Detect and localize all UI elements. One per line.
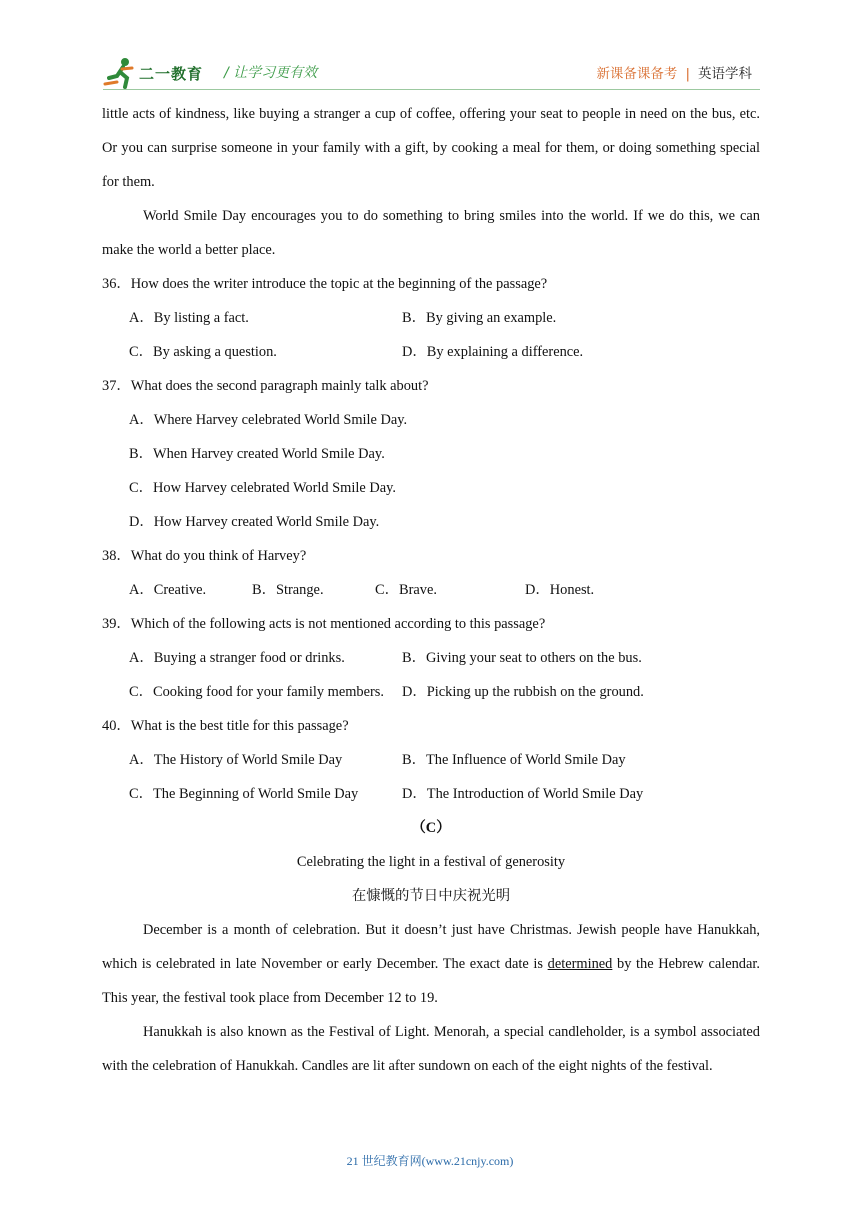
slogan: / 让学习更有效	[224, 65, 318, 81]
option-row	[102, 675, 760, 709]
option-row	[102, 505, 760, 539]
header-divider	[103, 89, 760, 90]
option-row	[102, 777, 760, 811]
question-stem: 40．What is the best title for this passage?	[102, 718, 349, 734]
question-stem: 39．Which of the following acts is not mentioned according to this passage?	[102, 616, 546, 632]
option-row	[102, 403, 760, 437]
option-a: A．Where Harvey celebrated World Smile Day.	[129, 412, 408, 428]
page-footer: 21 世纪教育网(www.21cnjy.com)	[346, 1154, 514, 1168]
question-stem: 36．How does the writer introduce the topic at the beginning of the passage?	[102, 276, 548, 292]
section-label: （C）	[411, 820, 451, 836]
header-tag: 新课备课备考	[596, 66, 678, 82]
option-b: B．Giving your seat to others on the bus.	[402, 650, 642, 666]
passage-c-paragraph-2: Hanukkah is also known as the Festival of Light. Menorah, a special candleholder, is a symbol associated with the celebration of Hanukkah. Candles are lit after sundown on each of the eight nights of the festival.	[102, 1024, 760, 1074]
intro-paragraph: little acts of kindness, like buying a stranger a cup of coffee, offering your seat to people in need on the bus, etc. Or you can surprise someone in your family with a gift, by cooking a meal for them, or doing something special for them.	[102, 106, 760, 190]
option-row	[102, 573, 760, 607]
question-36	[102, 267, 760, 369]
page-header	[0, 0, 860, 95]
underlined-word: determined	[547, 956, 613, 972]
option-row	[102, 471, 760, 505]
option-row	[102, 743, 760, 777]
option-a: A．Buying a stranger food or drinks.	[129, 650, 345, 666]
option-c: C．How Harvey celebrated World Smile Day.	[129, 480, 396, 496]
passage-title-cn: 在慷慨的节日中庆祝光明	[351, 888, 511, 904]
option-d: D．By explaining a difference.	[402, 344, 584, 360]
option-c: C．Brave.	[375, 582, 437, 598]
header-subject: 英语学科	[698, 66, 752, 82]
option-c: C．Cooking food for your family members.	[129, 684, 384, 700]
option-row	[102, 301, 760, 335]
brand-logo	[103, 56, 215, 90]
option-a: A．The History of World Smile Day	[129, 752, 343, 768]
header-right	[596, 62, 752, 82]
passage-c-paragraph-1	[102, 913, 760, 1015]
option-a: A．Creative.	[129, 582, 207, 598]
option-d: D．Honest.	[525, 582, 595, 598]
logo-text: 二一教育	[139, 65, 204, 83]
option-d: D．The Introduction of World Smile Day	[402, 786, 644, 802]
option-row	[102, 437, 760, 471]
option-d: D．Picking up the rubbish on the ground.	[402, 684, 644, 700]
question-37	[102, 369, 760, 539]
paragraph-text: by the Hebrew calendar. This year, the festival took place from December 12 to 19.	[102, 956, 760, 1006]
option-c: C．The Beginning of World Smile Day	[129, 786, 359, 802]
closing-paragraph: World Smile Day encourages you to do something to bring smiles into the world. If we do this, we can make the world a better place.	[102, 208, 760, 258]
option-a: A．By listing a fact.	[129, 310, 249, 326]
question-39	[102, 607, 760, 709]
question-stem: 38．What do you think of Harvey?	[102, 548, 307, 564]
document-body	[102, 97, 760, 1083]
runner-icon	[103, 56, 139, 90]
header-separator: |	[685, 66, 690, 82]
question-stem: 37．What does the second paragraph mainly talk about?	[102, 378, 429, 394]
question-38	[102, 539, 760, 607]
option-row	[102, 641, 760, 675]
option-b: B．When Harvey created World Smile Day.	[129, 446, 385, 462]
paragraph-text: December is a month of celebration. But it doesn’t just have Christmas. Jewish people have Hanukkah, which is celebrated in late November or early December. The exact date is	[102, 922, 760, 972]
option-d: D．How Harvey created World Smile Day.	[129, 514, 380, 530]
option-row	[102, 335, 760, 369]
option-b: B．By giving an example.	[402, 310, 557, 326]
option-c: C．By asking a question.	[129, 344, 277, 360]
question-40	[102, 709, 760, 811]
passage-title-en: Celebrating the light in a festival of generosity	[296, 854, 566, 870]
option-b: B．Strange.	[252, 582, 324, 598]
option-b: B．The Influence of World Smile Day	[402, 752, 626, 768]
